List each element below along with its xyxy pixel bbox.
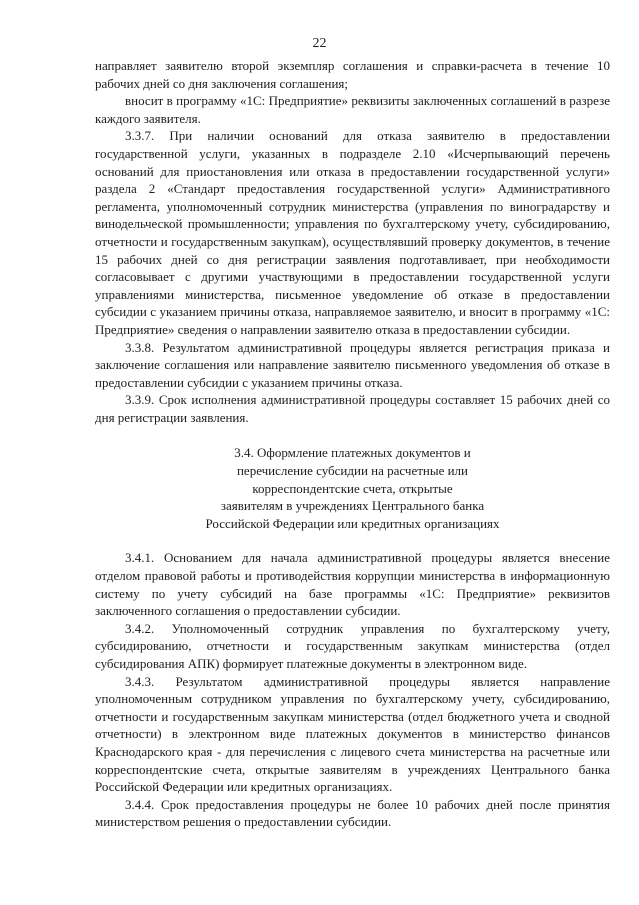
- paragraph-3-4-3: 3.4.3. Результатом административной процедуры является направление уполномоченным сотрудником управления по бухгалтерскому учету, субсидированию, отчетности и государственным закупкам министерства (отдел бюджетного учета и сводной отчетности) в электронном виде платежных документов в министерство финансов Краснодарского края - для перечисления с лицевого счета министерства на расчетные или корреспондентские счета, открытые заявителям в учреждениях Центрального банка Российской Федерации или кредитных организациях.: [95, 673, 610, 795]
- paragraph-continuation-2: вносит в программу «1С: Предприятие» реквизиты заключенных соглашений в разрезе каждого заявителя.: [95, 93, 610, 126]
- page-number: 22: [312, 36, 327, 51]
- section-heading-line: перечисление субсидии на расчетные или: [236, 463, 469, 479]
- section-heading-3-4: [95, 444, 610, 532]
- paragraph-continuation-1: направляет заявителю второй экземпляр соглашения и справки-расчета в течение 10 рабочих дней со дня заключения соглашения;: [95, 58, 610, 91]
- paragraphs-top: [95, 57, 610, 426]
- section-heading-line: заявителям в учреждениях Центрального банка: [220, 498, 485, 514]
- section-heading-line: корреспондентские счета, открытые: [252, 480, 453, 496]
- section-heading-line: Российской Федерации или кредитных организациях: [205, 515, 500, 531]
- paragraph-3-4-2: 3.4.2. Уполномоченный сотрудник управления по бухгалтерскому учету, субсидированию, отчетности и государственным закупкам министерства (отдел субсидирования АПК) формирует платежные документы в электронном виде.: [95, 620, 610, 671]
- section-heading-line: 3.4. Оформление платежных документов и: [234, 445, 471, 461]
- paragraph-3-3-7: 3.3.7. При наличии оснований для отказа заявителю в предоставлении государственной услуги, указанных в подразделе 2.10 «Исчерпывающий перечень оснований для приостановления или отказа в предоставлении государственной услуги» раздела 2 «Стандарт предоставления государственной услуги» Административного регламента, уполномоченный сотрудник министерства (управления по виноградарству и винодельческой промышленности; управления по бухгалтерскому учету, субсидированию, отчетности и государственным закупкам), осуществлявший проверку документов, в течение 15 рабочих дней со дня регистрации заявления подготавливает, при необходимости согласовывает с другими участвующими в предоставлении государственной услуги управлениями министерства, письменное уведомление об отказе в предоставлении субсидии с указанием причины отказа, направляемое заявителю, и вносит в программу «1С: Предприятие» сведения о направлении заявителю отказа в предоставлении субсидии.: [95, 128, 610, 337]
- paragraph-3-3-8: 3.3.8. Результатом административной процедуры является регистрация приказа и заключение соглашения или направление заявителю письменного уведомления об отказе в предоставлении субсидии с указанием причины отказа.: [95, 339, 610, 390]
- document-body: [95, 57, 610, 831]
- paragraph-3-4-4: 3.4.4. Срок предоставления процедуры не более 10 рабочих дней после принятия министерством решения о предоставлении субсидии.: [95, 796, 610, 830]
- paragraph-3-3-9: 3.3.9. Срок исполнения административной процедуры составляет 15 рабочих дней со дня регистрации заявления.: [95, 392, 610, 425]
- paragraph-3-4-1: 3.4.1. Основанием для начала административной процедуры является внесение отделом правовой работы и противодействия коррупции министерства в информационную систему по учету субсидий на базе программы «1С: Предприятие» реквизитов заключенного соглашения о предоставлении субсидии.: [95, 550, 610, 619]
- paragraphs-bottom: [95, 549, 610, 831]
